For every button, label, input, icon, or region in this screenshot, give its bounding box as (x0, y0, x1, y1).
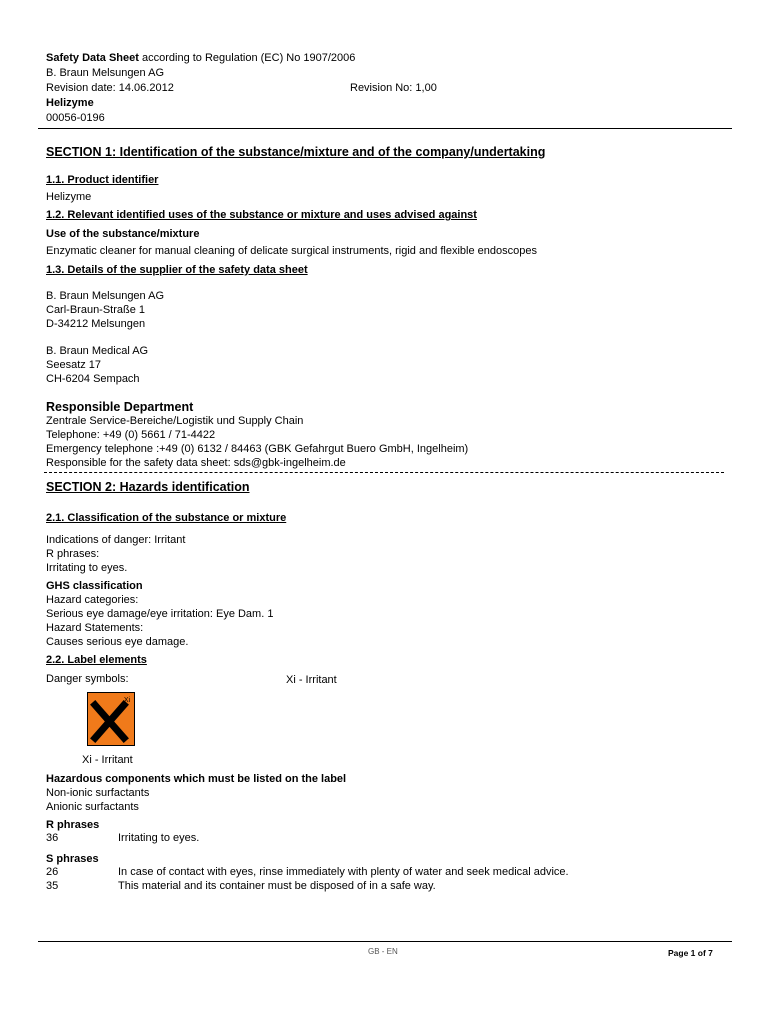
footer-language: GB - EN (368, 947, 398, 956)
supplier2-line: Seesatz 17 (46, 359, 102, 371)
hazardous-components-heading: Hazardous components which must be listed on the label (46, 773, 347, 785)
header-divider (38, 128, 732, 129)
header-product-code: 00056-0196 (46, 112, 105, 124)
label-elements-heading: 2.2. Label elements (46, 654, 147, 666)
ghs-line: Hazard categories: (46, 594, 139, 606)
s-phrases-heading: S phrases (46, 853, 99, 865)
supplier1-line: Carl-Braun-Straße 1 (46, 304, 146, 316)
irritant-hazard-icon (87, 692, 135, 746)
section-divider (44, 472, 724, 473)
indication-line: Irritating to eyes. (46, 562, 128, 574)
ghs-line: Causes serious eye damage. (46, 636, 189, 648)
r-phrase-code: 36 (46, 832, 59, 844)
s-phrase-text: In case of contact with eyes, rinse immediately with plenty of water and seek medical advice. (118, 866, 569, 878)
page-number: Page 1 of 7 (668, 948, 713, 958)
responsible-department-heading: Responsible Department (46, 400, 194, 414)
supplier2-line: B. Braun Medical AG (46, 345, 149, 357)
s-phrase-code: 26 (46, 866, 59, 878)
danger-symbols-value: Xi - Irritant (286, 674, 337, 686)
product-identifier-value: Helizyme (46, 191, 92, 203)
ghs-line: Hazard Statements: (46, 622, 144, 634)
s-phrase-code: 35 (46, 880, 59, 892)
use-label: Use of the substance/mixture (46, 228, 200, 240)
section1-title: SECTION 1: Identification of the substance/mixture and of the company/undertaking (46, 145, 546, 159)
hazard-symbol-caption: Xi - Irritant (82, 754, 133, 766)
hazardous-component: Non-ionic surfactants (46, 787, 150, 799)
sds-title (46, 52, 355, 65)
revision-date: Revision date: 14.06.2012 (46, 82, 174, 94)
supplier1-line: B. Braun Melsungen AG (46, 290, 165, 302)
hazard-symbol-code: Xi (123, 697, 131, 704)
hazardous-component: Anionic surfactants (46, 801, 139, 813)
ghs-line: Serious eye damage/eye irritation: Eye Dam. 1 (46, 608, 274, 620)
responsible-line: Responsible for the safety data sheet: sds@gbk-ingelheim.de (46, 457, 346, 469)
danger-symbols-label: Danger symbols: (46, 673, 129, 685)
classification-heading: 2.1. Classification of the substance or mixture (46, 512, 287, 524)
revision-number: Revision No: 1,00 (350, 82, 437, 94)
sds-title-regulation: according to Regulation (EC) No 1907/2006 (138, 52, 356, 64)
supplier-heading: 1.3. Details of the supplier of the safety data sheet (46, 264, 308, 276)
product-identifier-heading: 1.1. Product identifier (46, 174, 159, 186)
s-phrase-text: This material and its container must be disposed of in a safe way. (118, 880, 436, 892)
r-phrases-heading: R phrases (46, 819, 100, 831)
use-value: Enzymatic cleaner for manual cleaning of delicate surgical instruments, rigid and flexible endoscopes (46, 245, 537, 257)
responsible-line: Emergency telephone :+49 (0) 6132 / 84463 (GBK Gefahrgut Buero GmbH, Ingelheim) (46, 443, 469, 455)
ghs-classification-heading: GHS classification (46, 580, 143, 592)
supplier2-line: CH-6204 Sempach (46, 373, 140, 385)
responsible-line: Telephone: +49 (0) 5661 / 71-4422 (46, 429, 216, 441)
indication-line: R phrases: (46, 548, 100, 560)
indication-line: Indications of danger: Irritant (46, 534, 186, 546)
header-product: Helizyme (46, 97, 94, 109)
r-phrase-text: Irritating to eyes. (118, 832, 200, 844)
section2-title: SECTION 2: Hazards identification (46, 480, 250, 494)
responsible-line: Zentrale Service-Bereiche/Logistik und Supply Chain (46, 415, 304, 427)
supplier1-line: D-34212 Melsungen (46, 318, 146, 330)
header-company: B. Braun Melsungen AG (46, 67, 165, 79)
sds-title-bold: Safety Data Sheet (46, 52, 139, 64)
identified-uses-heading: 1.2. Relevant identified uses of the substance or mixture and uses advised against (46, 209, 477, 221)
footer-divider (38, 941, 732, 942)
